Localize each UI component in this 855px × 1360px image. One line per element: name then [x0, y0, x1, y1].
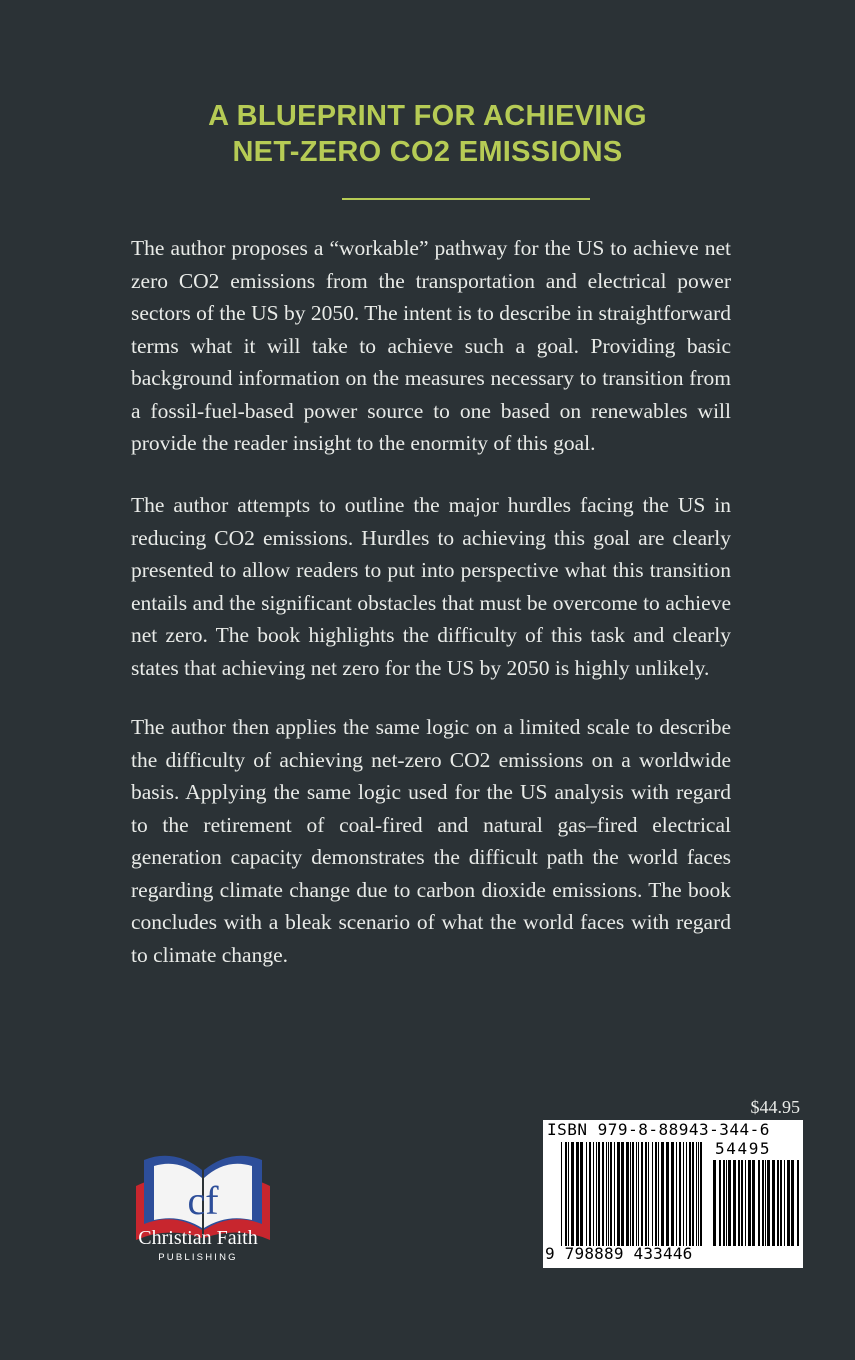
- barcode-bar: [596, 1142, 597, 1246]
- barcode-bar: [733, 1160, 736, 1246]
- barcode-bar: [617, 1142, 620, 1246]
- blurb-paragraph-1: The author proposes a “workable” pathway for the US to achieve net zero CO2 emissions from the transportation and electrical power sectors of the US by 2050. The intent is to describe in straightforward terms what it will take to achieve such a goal. Providing basic background information on the measures necessary to transition from a fossil-fuel-based power source to one based on renewables will provide the reader insight to the enormity of this goal.: [131, 236, 731, 455]
- price-label: $44.95: [750, 1097, 800, 1117]
- cover-title: [0, 98, 855, 170]
- barcode-bar: [652, 1142, 653, 1246]
- barcode-bar: [645, 1142, 647, 1246]
- barcode-bar: [741, 1160, 743, 1246]
- barcode: [543, 1120, 803, 1268]
- barcode-bar: [589, 1142, 591, 1246]
- barcode-bar: [719, 1160, 721, 1246]
- title-divider: [342, 198, 590, 200]
- barcode-bar: [689, 1142, 691, 1246]
- barcode-bar: [767, 1160, 770, 1246]
- barcode-bar: [726, 1160, 727, 1246]
- barcode-bar: [752, 1160, 755, 1246]
- logo-monogram: cf: [187, 1178, 219, 1223]
- publisher-name: Christian Faith: [138, 1227, 258, 1249]
- barcode-bar: [571, 1142, 574, 1246]
- barcode-bar: [621, 1142, 624, 1246]
- barcode-bar: [728, 1160, 731, 1246]
- barcode-bar: [698, 1142, 699, 1246]
- barcode-bar: [772, 1160, 775, 1246]
- barcode-bar: [593, 1142, 594, 1246]
- barcode-bar: [602, 1142, 604, 1246]
- barcode-bar: [658, 1142, 659, 1246]
- barcode-bar: [700, 1142, 702, 1246]
- barcode-bar: [696, 1142, 697, 1246]
- barcode-bar: [666, 1142, 669, 1246]
- barcode-bar: [638, 1142, 639, 1246]
- barcode-bar: [692, 1142, 694, 1246]
- barcode-bar: [723, 1160, 725, 1246]
- barcode-bar: [791, 1160, 794, 1246]
- publisher-logo-icon: [128, 1140, 278, 1270]
- barcode-bar: [738, 1160, 740, 1246]
- barcode-bar: [565, 1142, 567, 1246]
- barcode-bar: [598, 1142, 600, 1246]
- blurb-paragraph-2: The author attempts to outline the major hurdles facing the US in reducing CO2 emissions. Hurdles to achieving this goal are clearly presented to allow readers to put into perspective what this transition entails and the significant obstacles that must be overcome to achieve net zero. The book highlights the difficulty of this task and clearly states that achieving net zero for the US by 2050 is highly unlikely.: [131, 493, 731, 680]
- barcode-bar: [676, 1142, 677, 1246]
- barcode-bar: [745, 1160, 746, 1246]
- title-line-1: A BLUEPRINT FOR ACHIEVING: [208, 100, 647, 132]
- barcode-bar: [784, 1160, 785, 1246]
- barcode-bar: [568, 1142, 569, 1246]
- barcode-bar: [606, 1142, 607, 1246]
- barcode-bar: [648, 1142, 649, 1246]
- barcode-bar: [641, 1142, 643, 1246]
- barcode-bar: [748, 1160, 751, 1246]
- barcode-bar: [787, 1160, 790, 1246]
- barcode-bar: [780, 1160, 782, 1246]
- isbn-label: ISBN 979-8-88943-344-6: [547, 1120, 770, 1139]
- publisher-subtitle: PUBLISHING: [158, 1252, 238, 1263]
- barcode-bar: [610, 1142, 612, 1246]
- barcode-bar: [580, 1142, 583, 1246]
- blurb-paragraph-3: The author then applies the same logic on a limited scale to describe the difficulty of achieving net-zero CO2 emissions on a worldwide basis. Applying the same logic used for the US analysis with regard to the retirement of coal-fired and natural gas–fired electrical generation capacity demonstrates the difficult path the world faces regarding climate change due to carbon dioxide emissions. The book concludes with a bleak scenario of what the world faces with regard to climate change.: [131, 715, 731, 967]
- barcode-bar: [671, 1142, 674, 1246]
- barcode-bar: [655, 1142, 657, 1246]
- barcode-bar: [586, 1142, 587, 1246]
- barcode-bar: [632, 1142, 634, 1246]
- barcode-bar: [661, 1142, 664, 1246]
- title-line-2: NET-ZERO CO2 EMISSIONS: [232, 136, 623, 168]
- barcode-bar: [626, 1142, 629, 1246]
- barcode-bar: [758, 1160, 760, 1246]
- barcode-addon-number: 54495: [715, 1139, 772, 1158]
- barcode-bar: [686, 1142, 687, 1246]
- barcode-bar: [765, 1160, 766, 1246]
- barcode-bar: [630, 1142, 631, 1246]
- barcode-bar: [683, 1142, 684, 1246]
- barcode-bar: [608, 1142, 609, 1246]
- barcode-bar: [797, 1160, 799, 1246]
- barcode-bar: [576, 1142, 579, 1246]
- barcode-bar: [713, 1160, 716, 1246]
- barcode-number: 9 798889 433446: [545, 1244, 693, 1263]
- barcode-bar: [762, 1160, 764, 1246]
- barcode-bar: [636, 1142, 637, 1246]
- barcode-bar: [614, 1142, 615, 1246]
- barcode-bar: [777, 1160, 779, 1246]
- barcode-bar: [679, 1142, 681, 1246]
- barcode-bar: [561, 1142, 562, 1246]
